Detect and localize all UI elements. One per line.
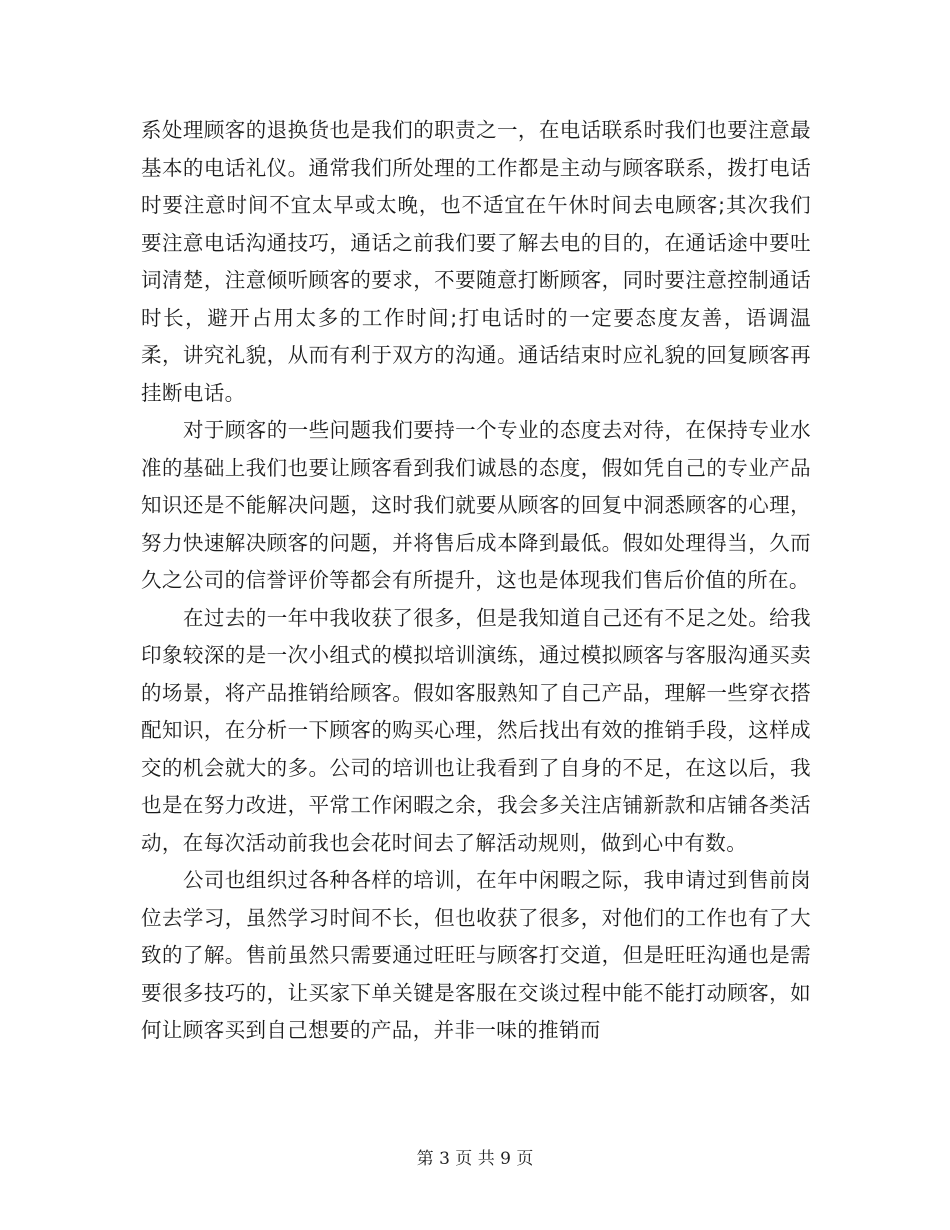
paragraph-4: 公司也组织过各种各样的培训，在年中闲暇之际，我申请过到售前岗位去学习，虽然学习时间不长，但也收获了很多，对他们的工作也有了大致的了解。售前虽然只需要通过旺旺与顾客打交道，但是旺旺沟通也是需要很多技巧的，让买家下单关键是客服在交谈过程中能不能打动顾客，如何让顾客买到自己想要的产品，并非一味的推销而: [141, 868, 811, 1042]
paragraph-1: 系处理顾客的退换货也是我们的职责之一，在电话联系时我们也要注意最基本的电话礼仪。通常我们所处理的工作都是主动与顾客联系，拨打电话时要注意时间不宜太早或太晚，也不适宜在午休时间去电顾客;其次我们要注意电话沟通技巧，通话之前我们要了解去电的目的，在通话途中要吐词清楚，注意倾听顾客的要求，不要随意打断顾客，同时要注意控制通话时长，避开占用太多的工作时间;打电话时的一定要态度友善，语调温柔，讲究礼貌，从而有利于双方的沟通。通话结束时应礼貌的回复顾客再挂断电话。: [141, 118, 811, 405]
paragraph-3: 在过去的一年中我收获了很多，但是我知道自己还有不足之处。给我印象较深的是一次小组式的模拟培训演练，通过模拟顾客与客服沟通买卖的场景，将产品推销给顾客。假如客服熟知了自己产品，理解一些穿衣搭配知识，在分析一下顾客的购买心理，然后找出有效的推销手段，这样成交的机会就大的多。公司的培训也让我看到了自身的不足，在这以后，我也是在努力改进，平常工作闲暇之余，我会多关注店铺新款和店铺各类活动，在每次活动前我也会花时间去了解活动规则，做到心中有数。: [141, 605, 811, 855]
page-number-footer: 第 3 页 共 9 页: [416, 1149, 534, 1169]
document-body: [141, 112, 811, 1050]
paragraph-2: 对于顾客的一些问题我们要持一个专业的态度去对待，在保持专业水准的基础上我们也要让顾客看到我们诚恳的态度，假如凭自己的专业产品知识还是不能解决问题，这时我们就要从顾客的回复中洞悉顾客的心理，努力快速解决顾客的问题，并将售后成本降到最低。假如处理得当，久而久之公司的信誉评价等都会有所提升，这也是体现我们售后价值的所在。: [141, 418, 811, 592]
